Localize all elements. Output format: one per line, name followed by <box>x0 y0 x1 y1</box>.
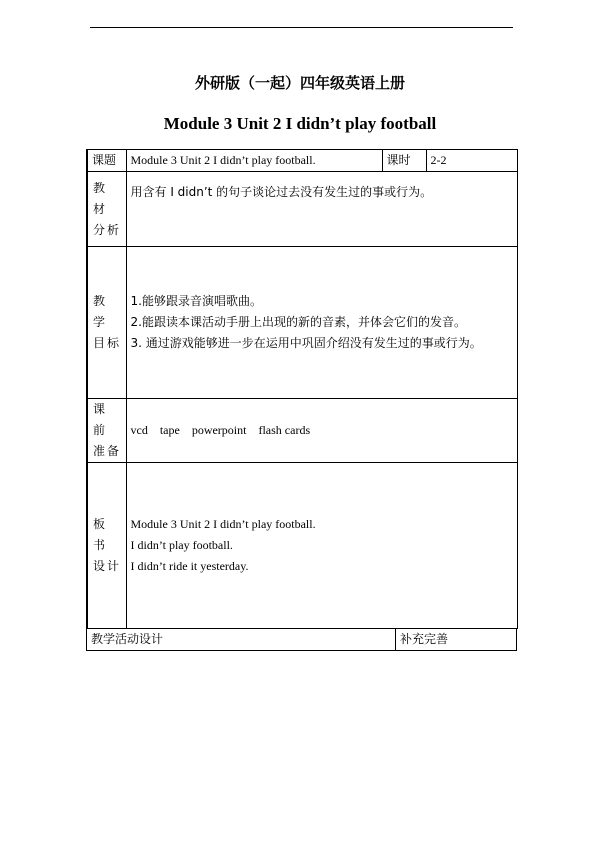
objective-item: 1.能够跟录音演唱歌曲。 <box>130 294 262 308</box>
objective-item: 2.能跟读本课活动手册上出现的新的音素，并体会它们的发音。 <box>130 315 466 329</box>
analysis-row <box>87 172 517 247</box>
analysis-label: 教 材 分析 <box>87 172 126 247</box>
activity-table <box>86 628 517 651</box>
document-title-en: Module 3 Unit 2 I didn’t play football <box>163 114 437 133</box>
topic-row <box>87 150 517 172</box>
period-value: 2-2 <box>426 150 517 172</box>
board-label: 板 书 设计 <box>87 463 126 629</box>
topic-label: 课题 <box>87 150 126 172</box>
objectives-label: 教 学 目标 <box>87 247 126 399</box>
board-line: I didn’t ride it yesterday. <box>130 559 249 573</box>
board-text <box>126 463 517 629</box>
activity-design-label: 教学活动设计 <box>87 629 396 651</box>
header-rule <box>90 27 513 28</box>
preparation-row <box>87 399 517 463</box>
objectives-row <box>87 247 517 399</box>
supplement-label: 补充完善 <box>396 629 517 651</box>
board-row <box>87 463 517 629</box>
analysis-text: 用含有 I didn’t 的句子谈论过去没有发生过的事或行为。 <box>126 172 517 247</box>
topic-value: Module 3 Unit 2 I didn’t play football. <box>126 150 382 172</box>
objectives-text <box>126 247 517 399</box>
board-line: I didn’t play football. <box>130 538 233 552</box>
objective-item: 3. 通过游戏能够进一步在运用中巩固介绍没有发生过的事或行为。 <box>130 336 482 350</box>
lesson-plan-table <box>86 149 518 629</box>
preparation-text: vcd tape powerpoint flash cards <box>126 399 517 463</box>
document-title-cn: 外研版（一起）四年级英语上册 <box>194 74 405 92</box>
preparation-label: 课 前 准备 <box>87 399 126 463</box>
board-line: Module 3 Unit 2 I didn’t play football. <box>130 517 316 531</box>
period-label: 课时 <box>382 150 426 172</box>
